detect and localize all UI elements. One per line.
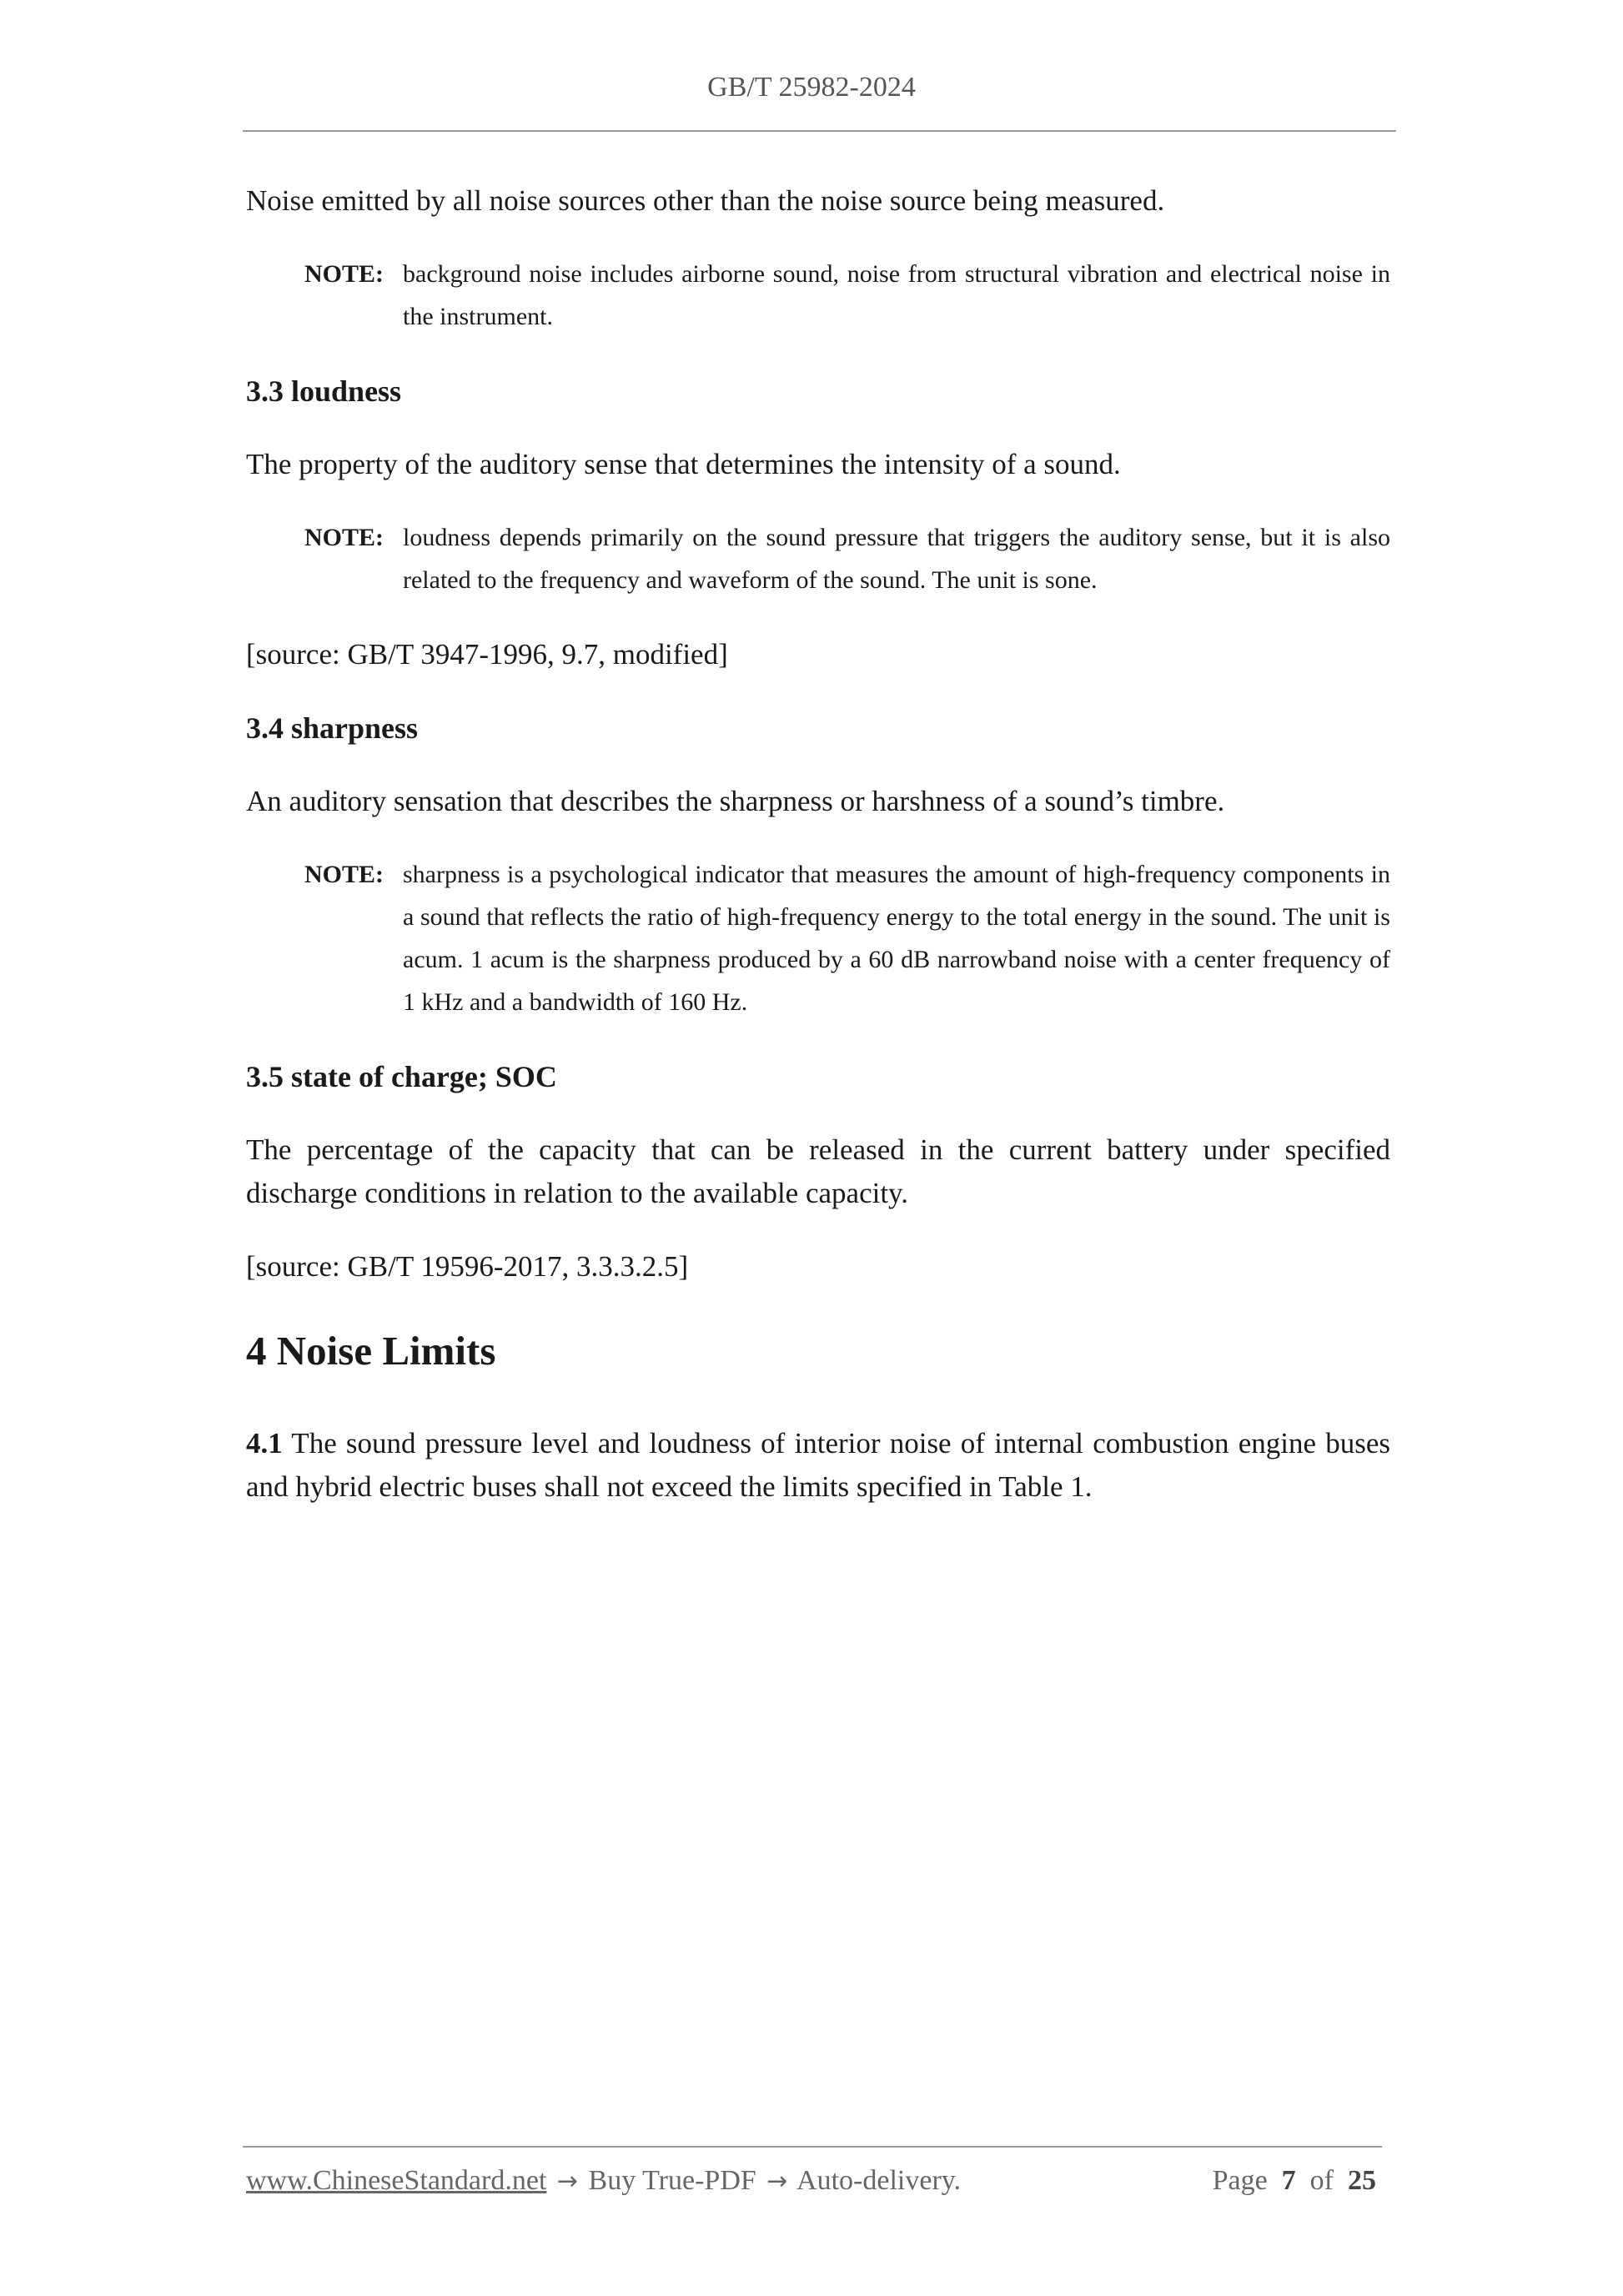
loudness-definition: The property of the auditory sense that determines the intensity of a sound. [246, 448, 1121, 480]
footer-promo [246, 2165, 961, 2197]
note-sharpness [246, 853, 1390, 1023]
section-heading-3-3: 3.3 loudness [246, 374, 402, 408]
document-body [246, 179, 1390, 1539]
clause-4-1-paragraph [246, 1422, 1390, 1509]
note-label: NOTE: [304, 861, 384, 888]
auto-delivery-text: Auto-delivery. [796, 2165, 962, 2196]
note-label: NOTE: [304, 524, 384, 551]
source-reference-loudness: [source: GB/T 3947-1996, 9.7, modified] [246, 638, 728, 671]
note-text: sharpness is a psychological indicator that measures the amount of high-frequency components in a sound that reflects the ratio of high-frequency energy to the total energy in the sound. The unit is acum. 1 acum is the sharpness produced by a 60 dB narrowband noise with a center frequency of 1 kHz and a bandwidth of 160 Hz. [403, 861, 1390, 1016]
clause-text: The sound pressure level and loudness of interior noise of internal combustion engine buses and hybrid electric buses shall not exceed the limits specified in Table 1. [246, 1427, 1390, 1503]
document-header-title: GB/T 25982-2024 [707, 72, 916, 103]
note-loudness [246, 516, 1390, 601]
header-divider [243, 130, 1396, 132]
page-indicator [1213, 2165, 1376, 2197]
of-label: of [1309, 2165, 1334, 2196]
note-background-noise [246, 253, 1390, 338]
soc-definition: The percentage of the capacity that can be released in the current battery under specified discharge conditions in relation to the available capacity. [246, 1133, 1390, 1209]
sharpness-definition: An auditory sensation that describes the sharpness or harshness of a sound’s timbre. [246, 785, 1225, 817]
page-current: 7 [1281, 2165, 1296, 2196]
page-label: Page [1212, 2165, 1268, 2196]
note-label: NOTE: [304, 260, 384, 288]
source-reference-soc: [source: GB/T 19596-2017, 3.3.3.2.5] [246, 1250, 689, 1283]
page-total: 25 [1348, 2165, 1376, 2196]
arrow-right-icon: → [766, 2167, 788, 2196]
arrow-right-icon: → [556, 2167, 579, 2196]
section-heading-3-4: 3.4 sharpness [246, 711, 419, 745]
footer-divider [243, 2146, 1382, 2148]
buy-true-pdf-text: Buy True-PDF [588, 2165, 756, 2196]
note-text: background noise includes airborne sound, noise from structural vibration and electrical noise in the instrument. [403, 260, 1390, 330]
website-link[interactable]: www.ChineseStandard.net [246, 2165, 547, 2196]
section-heading-3-5: 3.5 state of charge; SOC [246, 1060, 557, 1093]
clause-number: 4.1 [246, 1427, 283, 1459]
background-noise-definition: Noise emitted by all noise sources other than the noise source being measured. [246, 184, 1165, 217]
note-text: loudness depends primarily on the sound pressure that triggers the auditory sense, but it is also related to the frequency and waveform of the sound. The unit is sone. [403, 524, 1390, 594]
clause-heading-4: 4 Noise Limits [246, 1328, 496, 1374]
